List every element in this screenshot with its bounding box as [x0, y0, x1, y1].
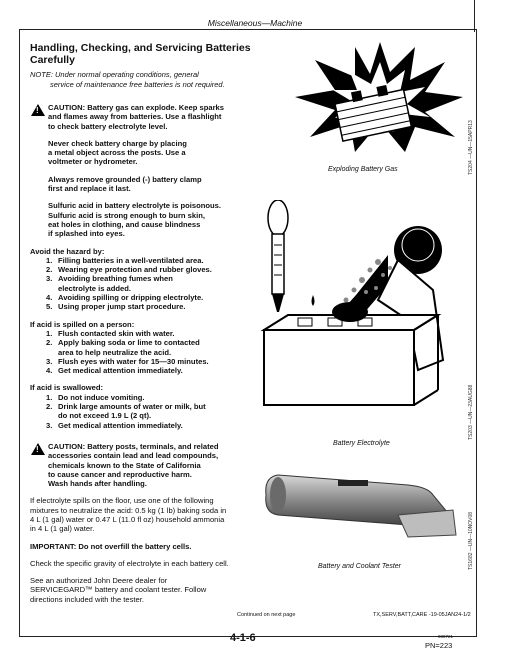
figure-caption-3: Battery and Coolant Tester	[318, 563, 402, 570]
figure-code-2: TS203 —UN—23AUG88	[468, 384, 474, 440]
list-item: 1. Flush contacted skin with water.	[46, 328, 175, 338]
list-item: 2. Wearing eye protection and rubber gloves.	[46, 265, 212, 275]
avoid-list	[30, 256, 270, 312]
exploding-battery-illustration	[295, 42, 465, 167]
list-item: 1. Do not induce vomiting.	[46, 392, 145, 402]
figure-code-3: TS1682 —UN—10NOV08	[468, 511, 474, 570]
coolant-tester-illustration	[258, 455, 458, 555]
list-item: 3. Avoiding breathing fumes when electrolyte is added.	[46, 274, 173, 293]
note: NOTE: Under normal operating conditions, general service of maintenance free batteries is not required.	[30, 70, 225, 89]
gravity-text: Check the specific gravity of electrolyte in each battery cell.	[30, 558, 229, 568]
list-item: 5. Using proper jump start procedure.	[46, 302, 186, 312]
pn-number: PN=223	[425, 641, 453, 650]
caution-acid: Sulfuric acid in battery electrolyte is poisonous. Sulfuric acid is strong enough to burn skin, eat holes in clothing, and cause blindness if splashed into eyes.	[48, 201, 222, 239]
acid-spilled: If acid is spilled on a person: 1. Flush contacted skin with water. 2. Apply baking soda or lime to contacted area to help neutralize the acid. 3. Flush eyes with water for 15—30 minutes. 4. Get medical attention immediately.	[30, 320, 270, 376]
caution-charge: Never check battery charge by placing a metal object across the posts. Use a voltmeter or hydrometer.	[48, 138, 187, 167]
list-item: 3. Get medical attention immediately.	[46, 420, 183, 430]
figure-caption-1: Exploding Battery Gas	[328, 166, 398, 173]
spilled-list	[30, 329, 270, 375]
list-item: 1. Filling batteries in a well-ventilated area.	[46, 255, 204, 265]
warning-triangle-icon: !	[31, 104, 45, 116]
caution-lead: ! CAUTION: Battery posts, terminals, and related accessories contain lead and lead compounds, chemicals known to the State of California to cause cancer and reproductive harm. Wash hands after handling.	[30, 442, 270, 488]
battery-electrolyte-illustration	[258, 200, 458, 430]
warning-triangle-icon: !	[31, 443, 45, 455]
caution-gas: ! CAUTION: Battery gas can explode. Keep sparks and flames away from batteries. Use a flashlight to check battery electrolyte level.	[30, 103, 270, 131]
avoid-hazard: Avoid the hazard by: 1. Filling batteries in a well-ventilated area. 2. Wearing eye protection and rubber gloves. 3. Avoiding breathing fumes when electrolyte is added. 4. Avoiding spilling or dripping electrolyte. 5. Using proper jump start procedure.	[30, 247, 270, 312]
figure-code-1: TS204 —UN—15APR13	[468, 120, 474, 175]
continued-note: Continued on next page	[237, 612, 296, 618]
caution-clamp: Always remove grounded (-) battery clamp first and replace it last.	[48, 174, 202, 194]
footer-small-code: 080721	[438, 634, 454, 639]
figure-caption-2: Battery Electrolyte	[333, 440, 390, 447]
spill-floor-text: If electrolyte spills on the floor, use one of the following mixtures to neutralize the acid: 0.5 kg (1 lb) baking soda in 4 L (1 gal) water or 0.47 L (11.0 fl oz) household ammonia in 4 L (1 gal) water.	[30, 496, 227, 534]
important-text: IMPORTANT: Do not overfill the battery cells.	[30, 541, 192, 551]
list-item: 2. Apply baking soda or lime to contacted area to help neutralize the acid.	[46, 338, 200, 357]
dealer-text: See an authorized John Deere dealer for SERVICEGARD™ battery and coolant tester. Follow directions included with the tester.	[30, 576, 207, 604]
list-item: 2. Drink large amounts of water or milk, but do not exceed 1.9 L (2 qt).	[46, 402, 206, 421]
list-item: 4. Get medical attention immediately.	[46, 366, 183, 376]
document-code: TX,SERV,BATT,CARE -19-05JAN24-1/2	[373, 612, 471, 618]
page-header: Miscellaneous—Machine	[207, 18, 303, 28]
text-column	[30, 42, 270, 610]
page-number: 4-1-6	[230, 632, 256, 644]
list-item: 3. Flush eyes with water for 15—30 minutes.	[46, 356, 209, 366]
frame-tick	[474, 0, 475, 32]
list-item: 4. Avoiding spilling or dripping electrolyte.	[46, 293, 204, 303]
acid-swallowed: If acid is swallowed: 1. Do not induce vomiting. 2. Drink large amounts of water or milk, but do not exceed 1.9 L (2 qt). 3. Get medical attention immediately.	[30, 383, 270, 429]
swallowed-list	[30, 393, 270, 430]
section-title: Handling, Checking, and Servicing Batteries Carefully	[30, 42, 251, 66]
